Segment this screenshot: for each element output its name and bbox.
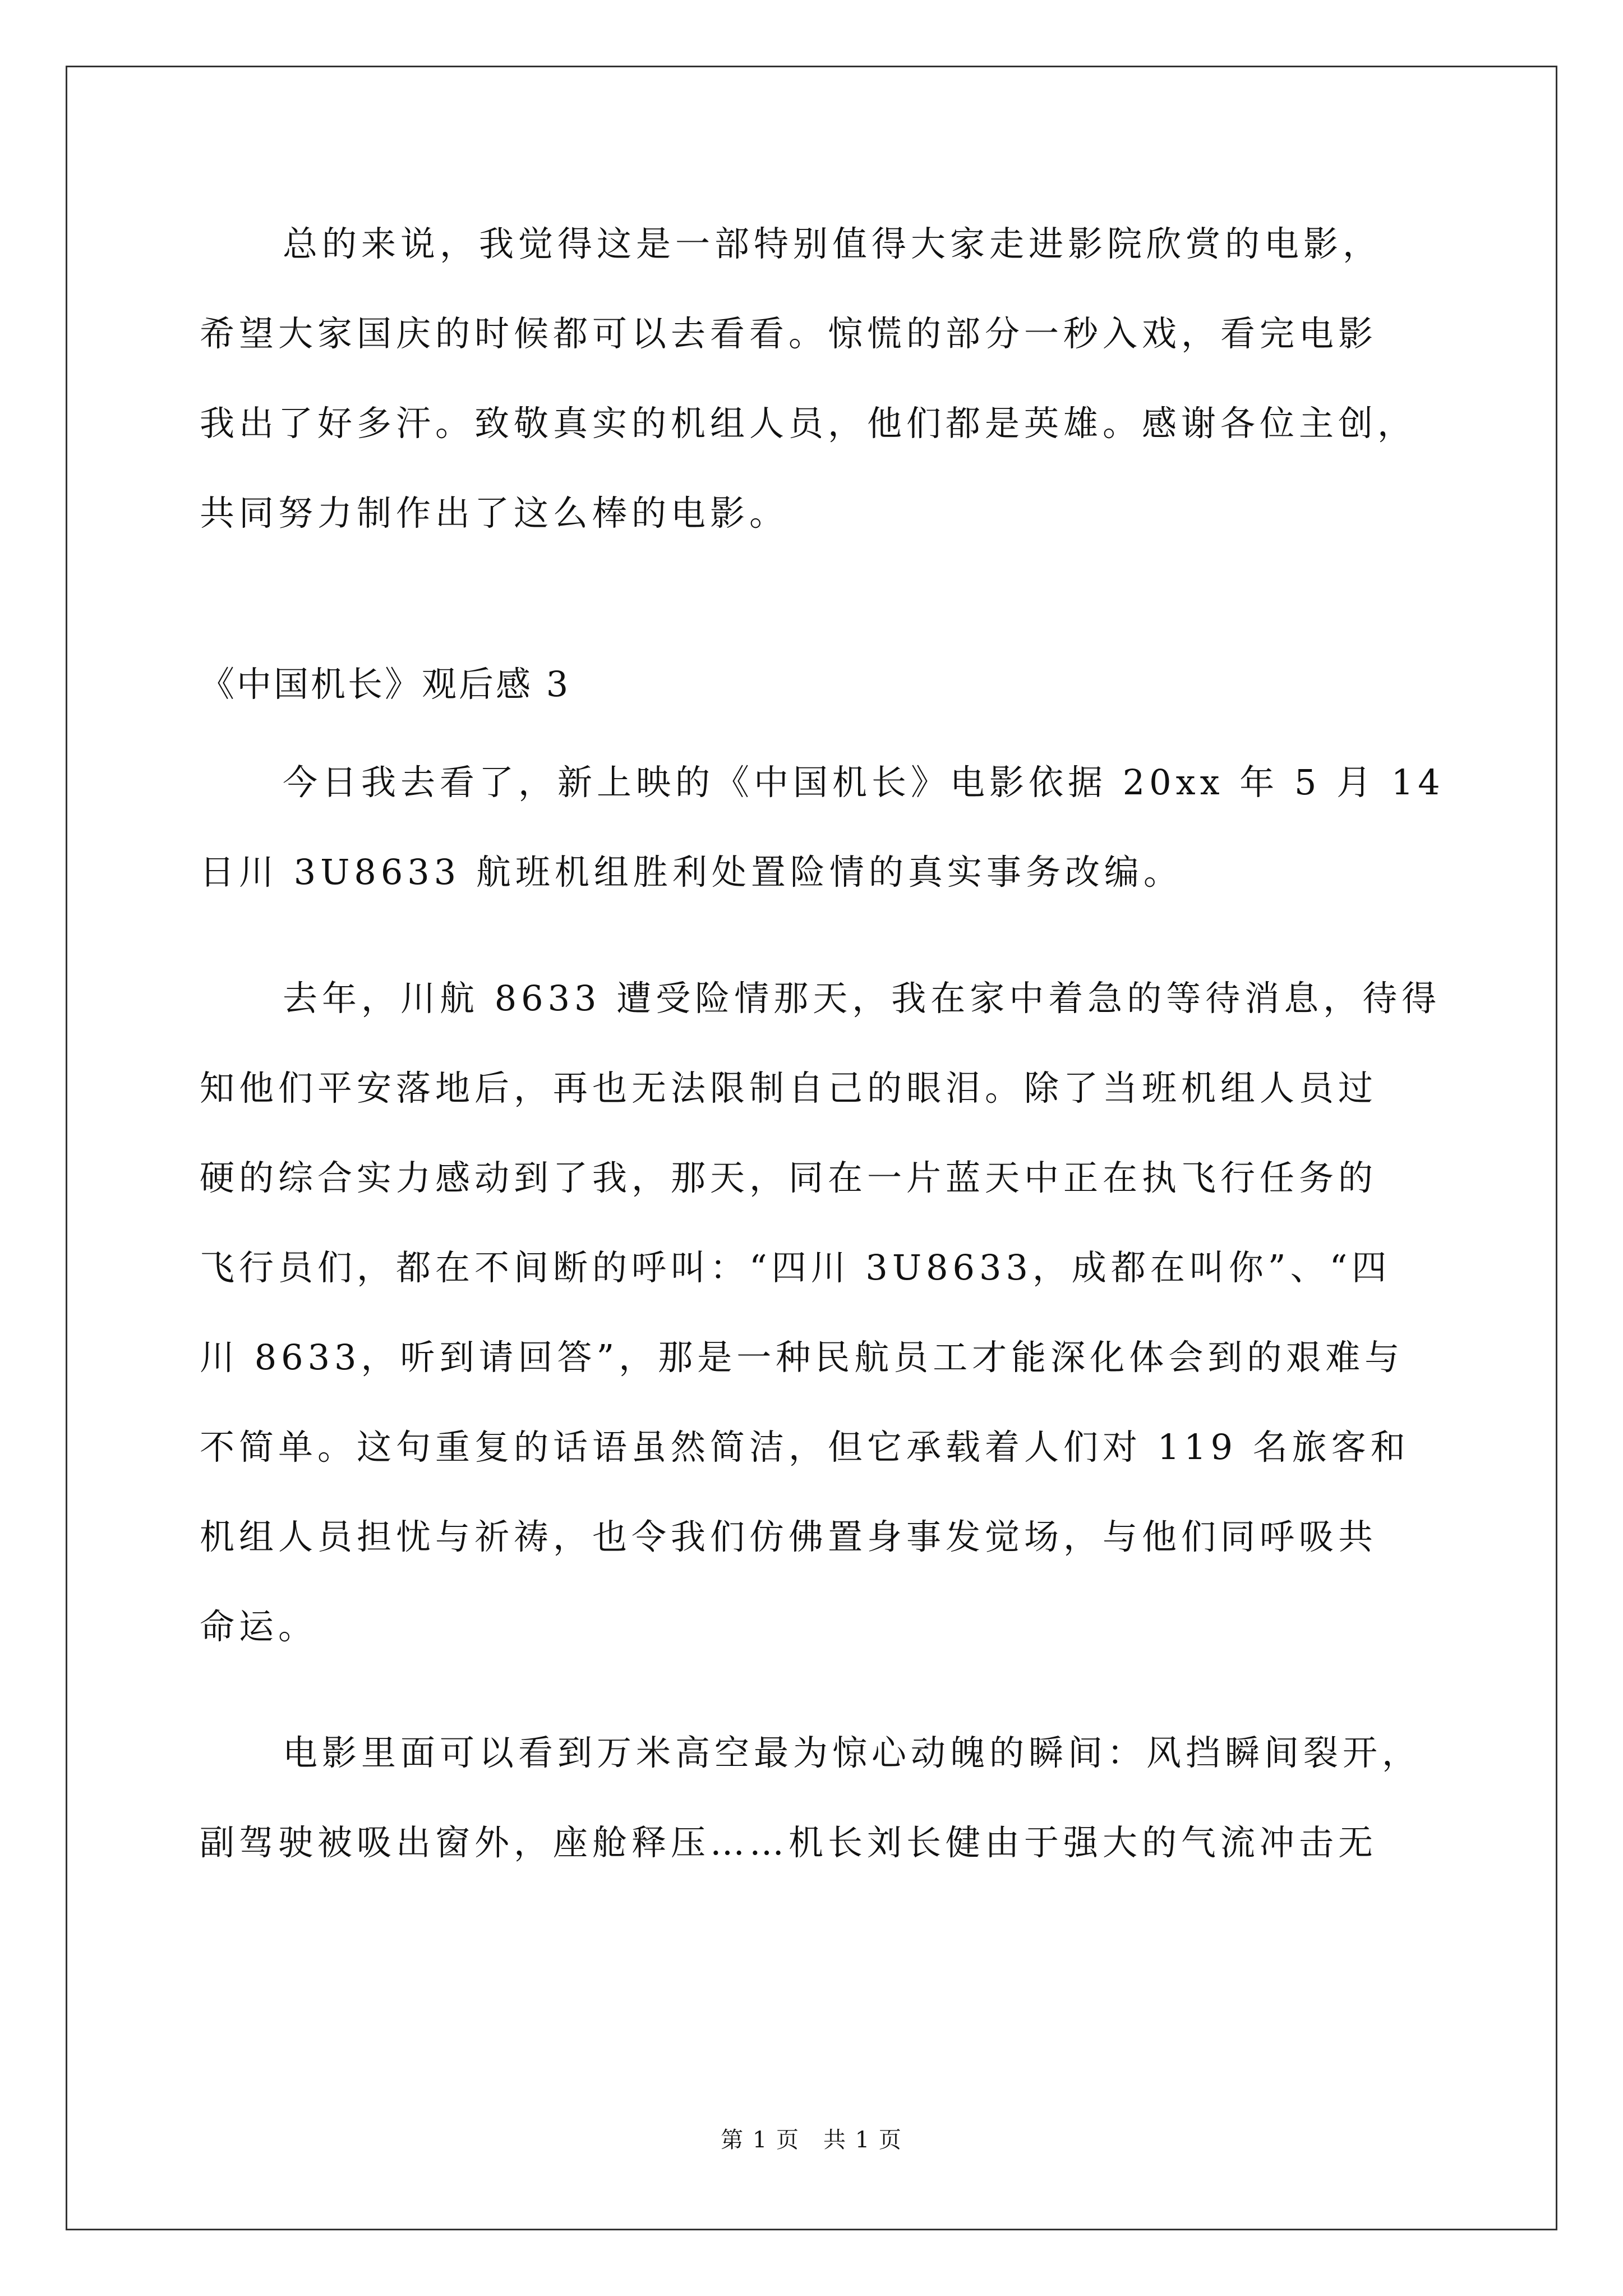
paragraph-line: 不简单。这句重复的话语虽然简洁，但它承载着人们对 119 名旅客和: [200, 1427, 1410, 1467]
section-heading: 《中国机长》观后感 3: [200, 664, 571, 705]
paragraph-line: 电影里面可以看到万米高空最为惊心动魄的瞬间：风挡瞬间裂开，: [283, 1732, 1422, 1773]
paragraph-line: 知他们平安落地后，再也无法限制自己的眼泪。除了当班机组人员过: [200, 1068, 1378, 1108]
paragraph-line: 我出了好多汗。致敬真实的机组人员，他们都是英雄。感谢各位主创，: [200, 403, 1417, 444]
paragraph-line: 川 8633，听到请回答”，那是一种民航员工才能深化体会到的艰难与: [200, 1337, 1404, 1378]
paragraph-line: 希望大家国庆的时候都可以去看看。惊慌的部分一秒入戏，看完电影: [200, 313, 1378, 354]
paragraph-line: 今日我去看了，新上映的《中国机长》电影依据 20xx 年 5 月 14: [283, 762, 1445, 803]
paragraph-line: 日川 3U8633 航班机组胜利处置险情的真实事务改编。: [200, 852, 1183, 892]
paragraph-line: 机组人员担忧与祈祷，也令我们仿佛置身事发觉场，与他们同呼吸共: [200, 1516, 1378, 1557]
paragraph-line: 共同努力制作出了这么棒的电影。: [200, 493, 789, 533]
paragraph-line: 总的来说，我觉得这是一部特别值得大家走进影院欣赏的电影，: [283, 223, 1382, 264]
paragraph-line: 去年，川航 8633 遭受险情那天，我在家中着急的等待消息，待得: [283, 978, 1441, 1019]
paragraph-line: 命运。: [200, 1606, 318, 1647]
paragraph-line: 飞行员们，都在不间断的呼叫：“四川 3U8633，成都在叫你”、“四: [200, 1247, 1391, 1288]
page-border: [66, 66, 1557, 2230]
page-footer: 第 1 页 共 1 页: [721, 2127, 902, 2153]
paragraph-line: 副驾驶被吸出窗外，座舱释压……机长刘长健由于强大的气流冲击无: [200, 1822, 1378, 1863]
paragraph-line: 硬的综合实力感动到了我，那天，同在一片蓝天中正在执飞行任务的: [200, 1157, 1378, 1198]
